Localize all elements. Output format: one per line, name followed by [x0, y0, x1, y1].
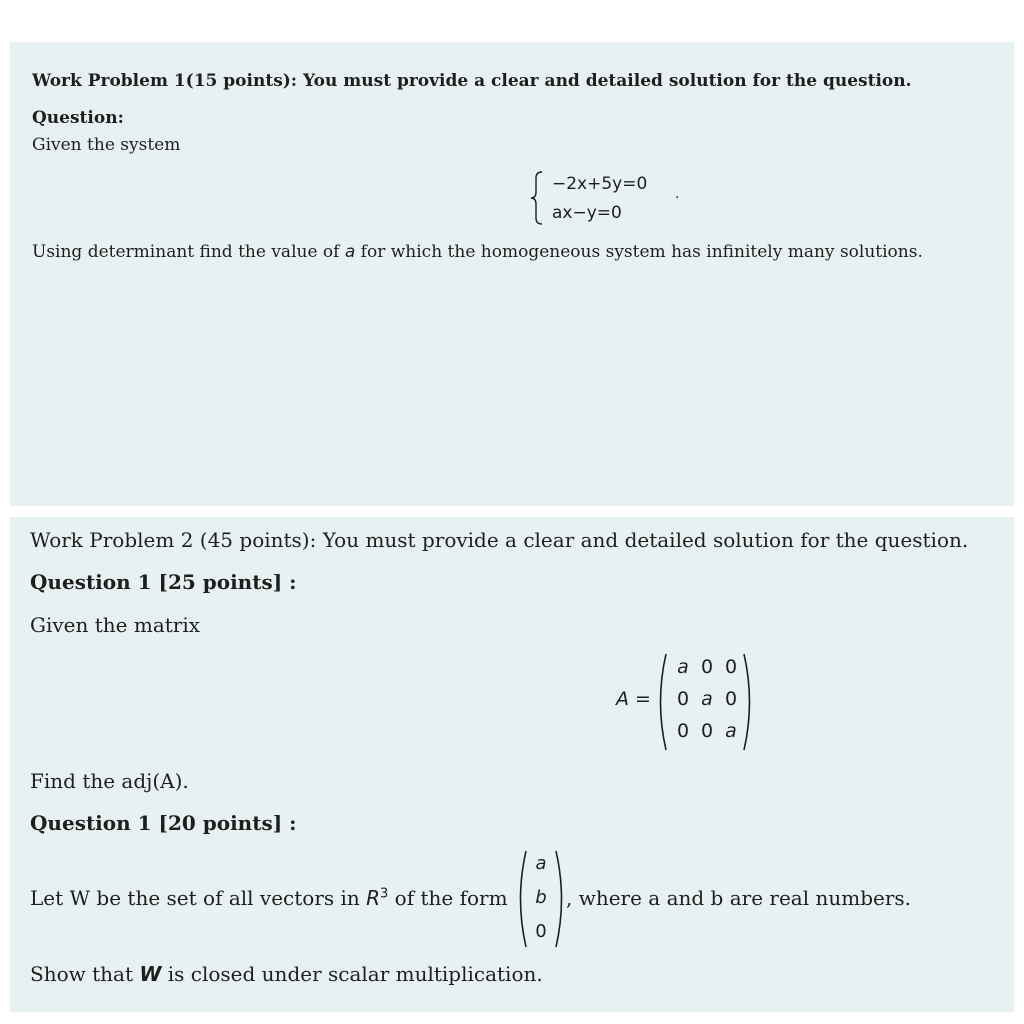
question-1-label: Question 1 [25 points] :	[30, 570, 297, 594]
variable-w: W	[139, 962, 162, 986]
equation-1: −2x+5y=0	[552, 174, 648, 194]
matrix-label: A =	[616, 688, 651, 710]
vector-cell: b	[535, 887, 547, 908]
question-label: Question:	[32, 108, 124, 128]
space-exponent: 3	[380, 886, 389, 902]
vector-cell: 0	[535, 921, 547, 942]
period-mark: .	[675, 186, 680, 202]
find-adj-text: Find the adj(A).	[30, 769, 189, 793]
matrix-cell: 0	[700, 720, 714, 742]
vector-abo	[514, 849, 574, 949]
problem-1-heading: Work Problem 1(15 points): You must provide a clear and detailed solution for the question.	[32, 71, 912, 91]
real-numbers-text: , where a and b are real numbers.	[566, 886, 912, 910]
question-2-label: Question 1 [20 points] :	[30, 811, 297, 835]
instruction-text: Using determinant find the value of a for which the homogeneous system has infinitely many solutions.	[32, 242, 923, 262]
matrix-cell: a	[725, 720, 737, 742]
matrix-cell: 0	[724, 688, 738, 710]
given-system-text: Given the system	[32, 135, 181, 155]
matrix-cell: a	[677, 656, 689, 678]
let-w-text: Let W be the set of all vectors in $R^3$ of the form	[30, 886, 508, 910]
problem-2-heading: Work Problem 2 (45 points): You must provide a clear and detailed solution for the question.	[30, 528, 969, 552]
matrix-cell: 0	[700, 656, 714, 678]
vector-cell: a	[535, 853, 547, 874]
problem-2-card	[10, 517, 1014, 1012]
matrix-cell: 0	[724, 656, 738, 678]
given-matrix-text: Given the matrix	[30, 613, 201, 637]
matrix-cell: a	[701, 688, 713, 710]
equation-system	[530, 170, 680, 226]
problem-1-card	[10, 42, 1014, 506]
equation-2: ax−y=0	[552, 203, 622, 223]
variable-a: a	[344, 242, 356, 262]
matrix-cell: 0	[676, 688, 690, 710]
show-closed-text: Show that W is closed under scalar multiplication.	[30, 962, 543, 986]
left-brace-icon	[530, 170, 550, 226]
matrix-cell: 0	[676, 720, 690, 742]
matrix-a	[610, 652, 770, 752]
space-symbol: R	[366, 886, 381, 910]
